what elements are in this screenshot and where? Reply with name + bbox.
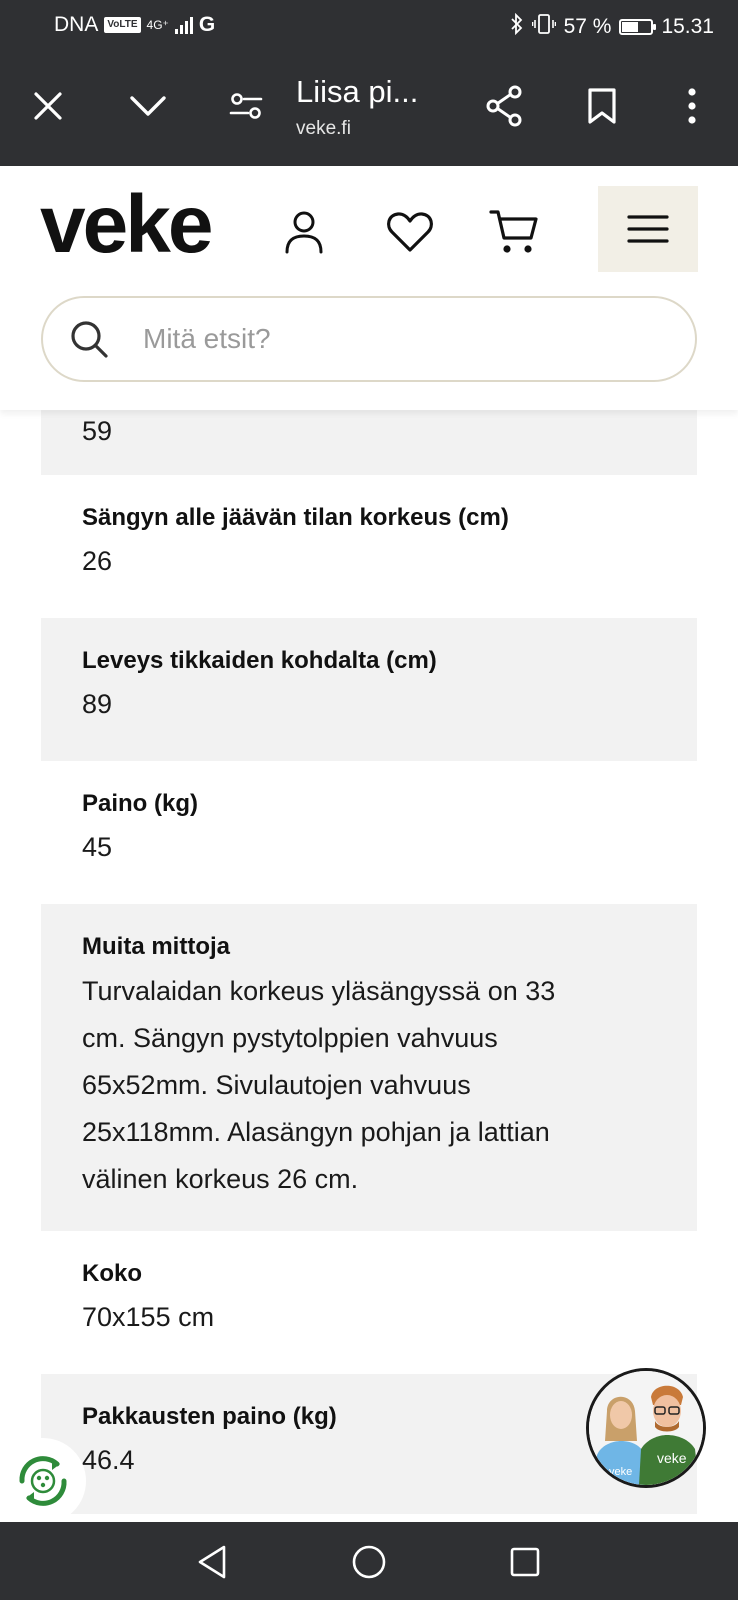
spec-value: 46.4 — [82, 1445, 135, 1475]
chat-support-button[interactable] — [586, 1368, 706, 1488]
carrier-name: DNA — [54, 13, 99, 36]
heart-icon — [386, 211, 434, 253]
battery-percent: 57 % — [563, 15, 612, 38]
spec-value-line: välinen korkeus 26 cm. — [82, 1164, 359, 1194]
site-settings-button[interactable] — [220, 80, 272, 132]
account-button[interactable] — [276, 204, 332, 260]
spec-row — [41, 761, 697, 904]
network-type: 4G⁺ — [146, 18, 169, 32]
product-specs — [41, 336, 697, 1514]
spec-value: 59 — [82, 416, 113, 446]
battery-icon — [619, 19, 653, 35]
spec-value-line: 65x52mm. Sivulautojen vahvuus — [82, 1070, 471, 1100]
network-letter: G — [198, 13, 216, 36]
home-circle-icon — [351, 1544, 387, 1580]
search-box[interactable] — [41, 296, 697, 382]
tab-title[interactable]: Liisa pi... — [296, 74, 419, 109]
recycle-icon — [12, 1450, 74, 1512]
cart-icon — [489, 208, 539, 256]
spec-label: Pakkausten paino (kg) — [82, 1403, 337, 1430]
search-input[interactable] — [143, 316, 663, 362]
spec-value: 26 — [82, 546, 113, 576]
collapse-button[interactable] — [122, 80, 174, 132]
shirt-text-right: veke — [657, 1450, 687, 1466]
volte-badge: VoLTE — [104, 17, 140, 33]
clock: 15.31 — [661, 15, 714, 38]
menu-button[interactable] — [598, 186, 698, 272]
home-nav-button[interactable] — [347, 1540, 391, 1584]
spec-value-line: cm. Sängyn pystytolppien vahvuus — [82, 1023, 498, 1053]
spec-row — [41, 618, 697, 761]
shirt-text-left: veke — [609, 1466, 633, 1478]
status-left — [54, 13, 215, 37]
bookmark-icon — [587, 87, 617, 125]
recents-nav-button[interactable] — [503, 1540, 547, 1584]
battery-fill — [622, 22, 638, 32]
spec-label: Leveys tikkaiden kohdalta (cm) — [82, 647, 437, 674]
bluetooth-icon — [510, 13, 524, 41]
spec-label: Sängyn alle jäävän tilan korkeus (cm) — [82, 504, 509, 531]
share-icon — [484, 85, 524, 127]
eco-badge[interactable] — [0, 1438, 86, 1524]
signal-icon — [175, 16, 193, 34]
share-button[interactable] — [478, 80, 530, 132]
spec-value: 45 — [82, 832, 113, 862]
close-tab-button[interactable] — [22, 80, 74, 132]
spec-label: Koko — [82, 1260, 142, 1287]
back-triangle-icon — [196, 1544, 228, 1580]
status-bar — [0, 0, 738, 50]
back-nav-button[interactable] — [190, 1540, 234, 1584]
chevron-down-icon — [129, 94, 167, 118]
more-options-button[interactable] — [666, 80, 718, 132]
tab-url[interactable]: veke.fi — [296, 118, 351, 139]
spec-label: Muita mittoja — [82, 933, 230, 960]
spec-value-line: 25x118mm. Alasängyn pohjan ja lattian — [82, 1117, 550, 1147]
spec-label: Paino (kg) — [82, 790, 199, 817]
spec-row — [41, 904, 697, 1231]
browser-toolbar — [0, 50, 738, 166]
search-icon — [69, 319, 109, 359]
close-icon — [33, 91, 63, 121]
user-icon — [284, 210, 324, 254]
spec-value: 70x155 cm — [82, 1302, 215, 1332]
tune-icon — [229, 91, 263, 121]
status-right — [510, 13, 714, 41]
support-agents-avatar — [589, 1371, 703, 1485]
cart-button[interactable] — [486, 204, 542, 260]
veke-logo[interactable]: veke — [40, 179, 211, 270]
vibrate-icon — [532, 13, 556, 41]
spec-row — [41, 475, 697, 618]
wishlist-button[interactable] — [382, 204, 438, 260]
recents-square-icon — [509, 1546, 541, 1578]
site-header — [0, 166, 738, 410]
spec-row — [41, 1231, 697, 1374]
more-vertical-icon — [687, 88, 697, 124]
spec-value: 89 — [82, 689, 113, 719]
bookmark-button[interactable] — [576, 80, 628, 132]
hamburger-icon — [627, 214, 669, 244]
navigation-bar — [0, 1522, 738, 1600]
spec-value — [82, 968, 656, 1203]
spec-value-line: Turvalaidan korkeus yläsängyssä on 33 — [82, 976, 556, 1006]
